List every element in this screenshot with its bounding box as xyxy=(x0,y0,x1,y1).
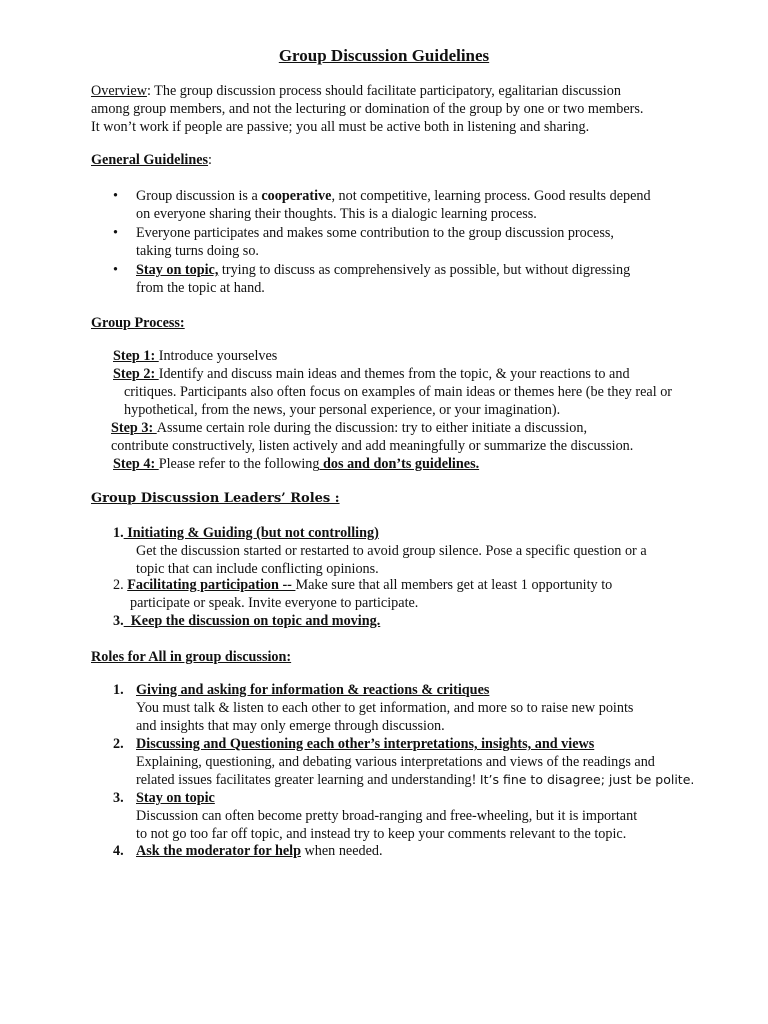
general-bullet-1: • Group discussion is a cooperative, not competitive, learning process. Good results depend on everyone sharing their thoughts. This is a dialogic learning process. xyxy=(113,188,651,222)
bullet-dot-icon: • xyxy=(113,262,118,278)
step-4: Step 4: Please refer to the following dos and don’ts guidelines. xyxy=(113,456,480,472)
role-item-4: 4. Ask the moderator for help when needed. xyxy=(113,843,383,859)
overview-line-1: : The group discussion process should facilitate participatory, egalitarian discussion xyxy=(146,83,621,99)
overview-paragraph xyxy=(91,82,643,136)
step-1: Step 1: Introduce yourselves xyxy=(113,348,278,364)
step-3: Step 3: Assume certain role during the discussion: try to either initiate a discussion, contribute constructively, listen actively and add meaningfully or summarize the discussion. xyxy=(111,420,634,454)
general-bullet-3: • Stay on topic, trying to discuss as comprehensively as possible, but without digressing from the topic at hand. xyxy=(113,262,631,296)
document-title: Group Discussion Guidelines xyxy=(278,46,490,65)
group-process-heading: Group Process: xyxy=(91,315,185,331)
roles-for-all-heading: Roles for All in group discussion: xyxy=(91,649,292,665)
overview-line-2: among group members, and not the lecturing or domination of the group by one or two members. xyxy=(91,101,644,117)
role-item-3: 3. Stay on topic Discussion can often become pretty broad-ranging and free-wheeling, but it is important to not go too far off topic, and instead try to keep your comments relevant to the topic. xyxy=(113,790,638,842)
leader-role-3: 3. Keep the discussion on topic and moving. xyxy=(113,613,381,629)
general-bullet-2: • Everyone participates and makes some contribution to the group discussion process, taking turns doing so. xyxy=(113,225,614,259)
leader-role-1: 1. Initiating & Guiding (but not controlling) Get the discussion started or restarted to avoid group silence. Pose a specific question or a topic that can include conflicting opinions. xyxy=(113,525,647,577)
leaders-roles-heading: Group Discussion Leaders’ Roles : xyxy=(91,491,340,506)
leader-role-2: 2. Facilitating participation -- Make sure that all members get at least 1 opportunity to participate or speak. Invite everyone to participate. xyxy=(113,577,613,611)
bullet-dot-icon: • xyxy=(113,188,118,204)
dos-and-donts-link: dos and don’ts guidelines. xyxy=(319,456,480,472)
role-item-2: 2. Discussing and Questioning each other’s interpretations, insights, and views Explaining, questioning, and debating various interpretations and views of the readings and related issues facilitates greater learning and understanding! It’s fine to disagree; just be polite. xyxy=(113,736,695,788)
role-item-1: 1. Giving and asking for information & reactions & critiques You must talk & listen to each other to get information, and more so to raise new points and insights that may only emerge through discussion. xyxy=(113,682,634,734)
overview-line-3: It won’t work if people are passive; you all must be active both in listening and sharing. xyxy=(91,119,590,135)
step-2: Step 2: Identify and discuss main ideas and themes from the topic, & your reactions to and critiques. Participants also often focus on examples of main ideas or themes here (be they real or hypothetical, from the news, your personal experience, or your imagination). xyxy=(113,366,673,418)
general-guidelines-heading: General Guidelines: xyxy=(91,152,212,168)
bullet-dot-icon: • xyxy=(113,225,118,241)
overview-label: Overview xyxy=(91,83,147,99)
